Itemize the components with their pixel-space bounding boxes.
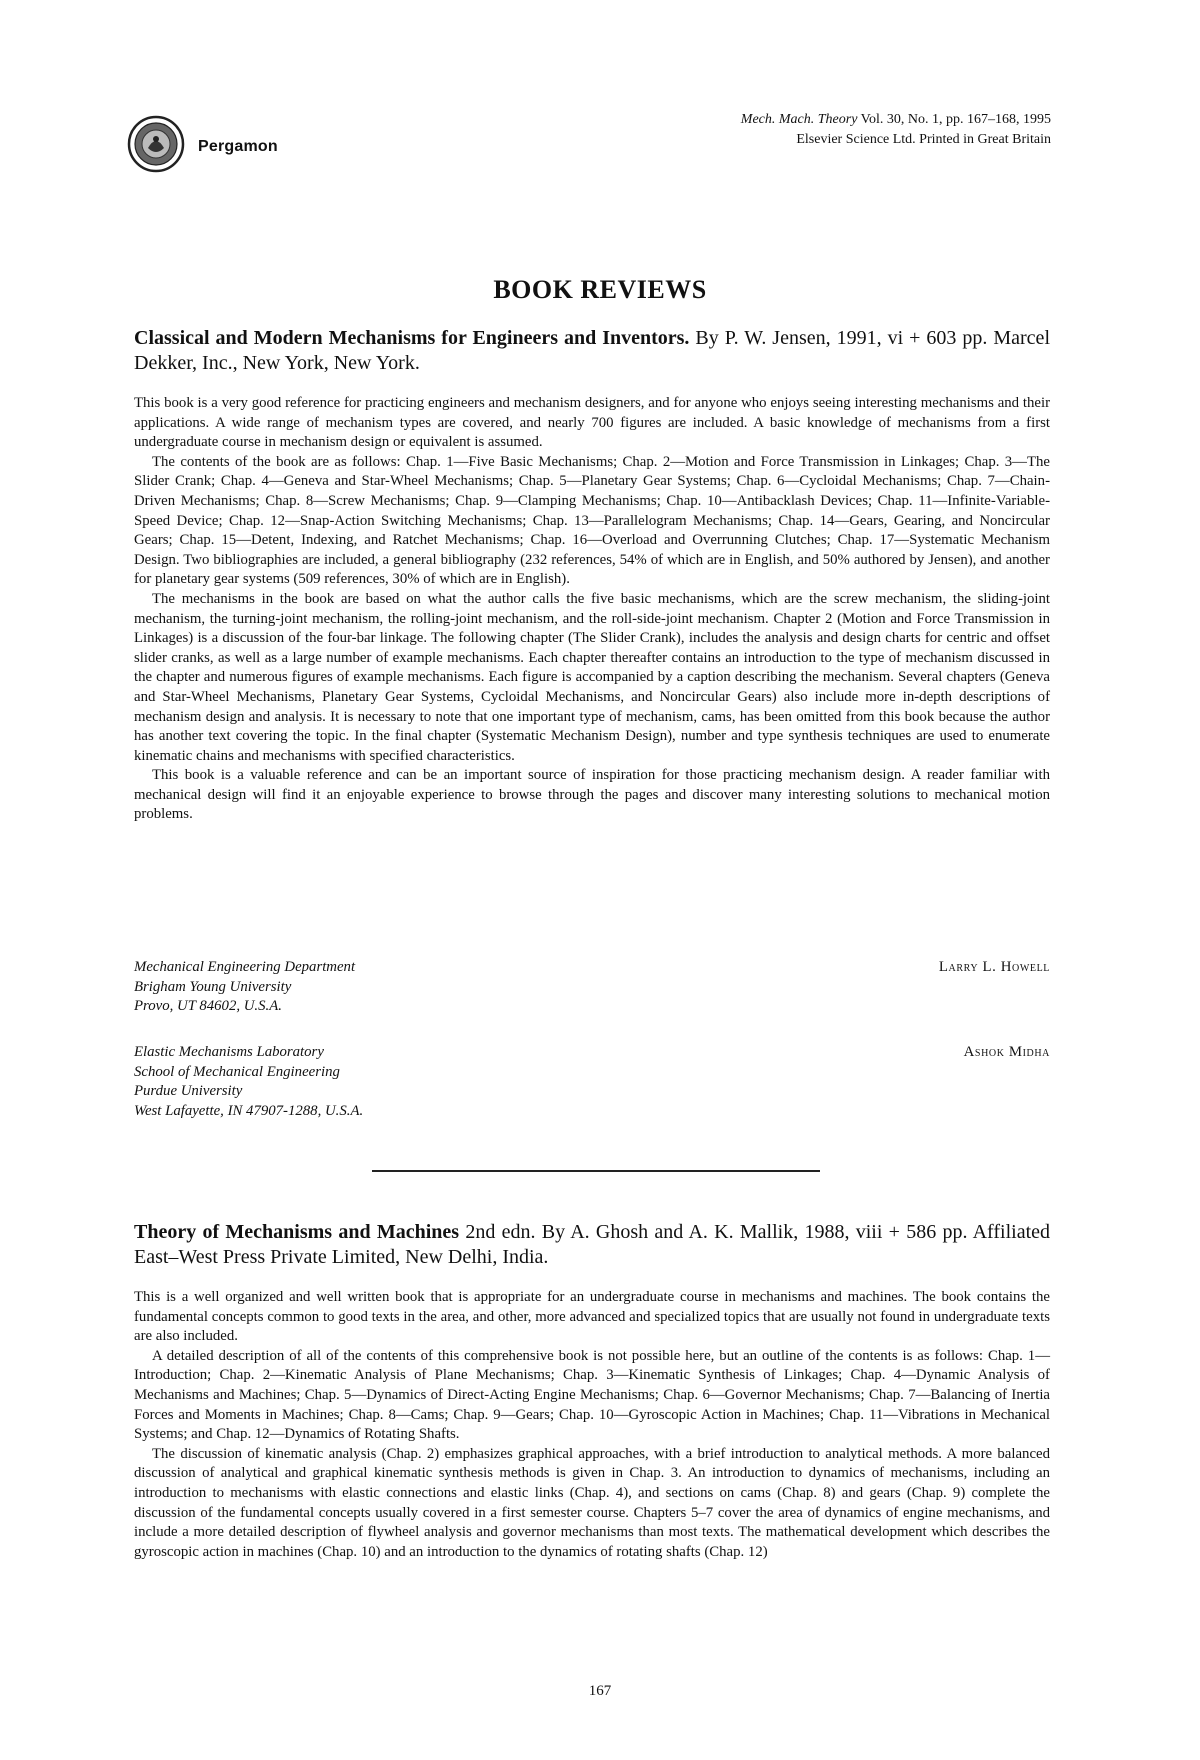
review-1-paragraph: The contents of the book are as follows: Chap. 1—Five Basic Mechanisms; Chap. 2—Motion and Force Transmission in Linkages; Chap. 3—The Slider Crank; Chap. 4—Geneva and Star-Wheel Mechanisms; Chap. 5—Planetary Gear Systems; Chap. 6—Cycloidal Mechanisms; Chap. 7—Chain-Driven Mechanisms; Chap. 8—Screw Mechanisms; Chap. 9—Clamping Mechanisms; Chap. 10—Antibacklash Devices; Chap. 11—Infinite-Variable-Speed Device; Chap. 12—Snap-Action Switching Mechanisms; Chap. 13—Parallelogram Mechanisms; Chap. 14—Gears, Gearing, and Noncircular Gears; Chap. 15—Detent, Indexing, and Ratchet Mechanisms; Chap. 16—Overload and Overrunning Clutches; Chap. 17—Systematic Mechanism Design. Two bibliographies are included, a general bibliography (232 references, 54% of which are in English, and 50% authored by Jensen), and another for planetary gear systems (509 references, 30% of which are in English). xyxy=(134,453,1050,588)
journal-imprint: Elsevier Science Ltd. Printed in Great Britain xyxy=(796,132,1051,147)
journal-volume: Vol. 30, No. 1, pp. 167–168, 1995 xyxy=(857,112,1051,127)
section-title: BOOK REVIEWS xyxy=(493,275,707,304)
journal-citation xyxy=(741,110,1051,150)
publisher-name: Pergamon xyxy=(198,138,278,155)
reviewer-2-signature xyxy=(134,1043,1050,1121)
reviewer-2-address xyxy=(134,1043,1050,1121)
address-line: Provo, UT 84602, U.S.A. xyxy=(134,998,282,1014)
review-1 xyxy=(134,326,1050,825)
review-2-book-title: Theory of Mechanisms and Machines xyxy=(134,1221,460,1243)
reviewer-1-signature xyxy=(134,958,1050,1017)
review-2-paragraph: A detailed description of all of the contents of this comprehensive book is not possible here, but an outline of the contents is as follows: Chap. 1—Introduction; Chap. 2—Kinematic Analysis of Plane Mechanisms; Chap. 3—Kinematic Synthesis of Linkages; Chap. 4—Dynamic Analysis of Mechanisms and Machines; Chap. 5—Dynamics of Direct-Acting Engine Mechanisms; Chap. 6—Governor Mechanisms; Chap. 7—Balancing of Inertia Forces and Moments in Machines; Chap. 8—Cams; Chap. 9—Gears; Chap. 10—Gyroscopic Action in Machines; Chap. 11—Vibrations in Mechanical Systems; and Chap. 12—Dynamics of Rotating Shafts. xyxy=(134,1347,1050,1443)
address-line: Purdue University xyxy=(134,1083,243,1099)
review-2-book-details: 2nd edn. By A. Ghosh and A. K. Mallik, 1988, viii + 586 pp. Affiliated East–West Press Private Limited, New Delhi, India. xyxy=(134,1221,1050,1268)
address-line: Mechanical Engineering Department xyxy=(134,959,356,975)
review-2 xyxy=(134,1220,1050,1562)
publisher-logo xyxy=(126,114,192,174)
address-line: School of Mechanical Engineering xyxy=(134,1063,340,1080)
review-1-body xyxy=(134,394,1050,825)
reviewer-2-name: Ashok Midha xyxy=(963,1044,1050,1060)
page-header xyxy=(126,108,1051,168)
reviewer-1-name: Larry L. Howell xyxy=(938,959,1050,975)
review-1-paragraph: This book is a very good reference for practicing engineers and mechanism designers, and for anyone who enjoys seeing interesting mechanisms and their applications. A wide range of mechanism types are covered, and nearly 700 figures are included. A basic knowledge of mechanisms from a first undergraduate course in mechanism design or equivalent is assumed. xyxy=(134,395,1050,451)
address-line: Brigham Young University xyxy=(134,978,292,995)
review-1-book-title: Classical and Modern Mechanisms for Engineers and Inventors. xyxy=(134,327,690,349)
pergamon-emblem-icon xyxy=(126,114,186,174)
section-divider xyxy=(372,1170,820,1172)
page-number: 167 xyxy=(588,1683,612,1699)
review-2-paragraph: This is a well organized and well written book that is appropriate for an undergraduate course in mechanisms and machines. The book contains the fundamental concepts common to good texts in the area, and other, more advanced and specialized topics that are usually not found in undergraduate texts are also included. xyxy=(134,1289,1050,1345)
review-2-citation xyxy=(134,1220,1050,1270)
journal-name: Mech. Mach. Theory xyxy=(740,112,858,127)
address-line: West Lafayette, IN 47907-1288, U.S.A. xyxy=(134,1102,364,1119)
review-1-book-details: By P. W. Jensen, 1991, vi + 603 pp. Marcel Dekker, Inc., New York, New York. xyxy=(134,327,1050,374)
review-1-paragraph: The mechanisms in the book are based on what the author calls the five basic mechanisms, which are the screw mechanism, the sliding-joint mechanism, the turning-joint mechanism, the rolling-joint mechanism, and the roll-side-joint mechanism. Chapter 2 (Motion and Force Transmission in Linkages) is a discussion of the four-bar linkage. The following chapter (The Slider Crank), includes the analysis and design charts for centric and offset slider cranks, as well as a large number of example mechanisms. Each chapter thereafter contains an introduction to the type of mechanism discussed in the chapter and numerous figures of example mechanisms. Each figure is accompanied by a caption describing the mechanism. Several chapters (Geneva and Star-Wheel Mechanisms, Planetary Gear Systems, Cycloidal Mechanisms, and Noncircular Gears) also include more in-depth descriptions of mechanism design and analysis. It is necessary to note that one important type of mechanism, cams, has been omitted from this book because the author has another text covering the topic. In the final chapter (Systematic Mechanism Design), number and type synthesis techniques are used to enumerate kinematic chains and mechanisms with specified characteristics. xyxy=(134,590,1050,764)
review-1-citation xyxy=(134,326,1050,376)
review-2-body xyxy=(134,1288,1050,1562)
review-2-paragraph: The discussion of kinematic analysis (Chap. 2) emphasizes graphical approaches, with a brief introduction to analytical methods. A more balanced discussion of analytical and graphical kinematic synthesis methods is given in Chap. 3. An introduction to dynamics of mechanisms, including an introduction to mechanisms with elastic connections and elastic links (Chap. 4), and sections on cams (Chap. 8) and gears (Chap. 9) complete the discussion of the fundamental concepts usually covered in a first semester course. Chapters 5–7 cover the area of dynamics of engine mechanisms, and include a more detailed description of flywheel analysis and governor mechanisms than most texts. The mathematical development which describes the gyroscopic action in machines (Chap. 10) and an introduction to the dynamics of rotating shafts (Chap. 12) xyxy=(134,1445,1050,1560)
reviewer-1-address xyxy=(134,958,1050,1017)
review-1-paragraph: This book is a valuable reference and can be an important source of inspiration for those practicing mechanism design. A reader familiar with mechanical design will find it an enjoyable experience to browse through the pages and discover many interesting solutions to mechanical motion problems. xyxy=(134,767,1050,823)
address-line: Elastic Mechanisms Laboratory xyxy=(134,1044,324,1060)
